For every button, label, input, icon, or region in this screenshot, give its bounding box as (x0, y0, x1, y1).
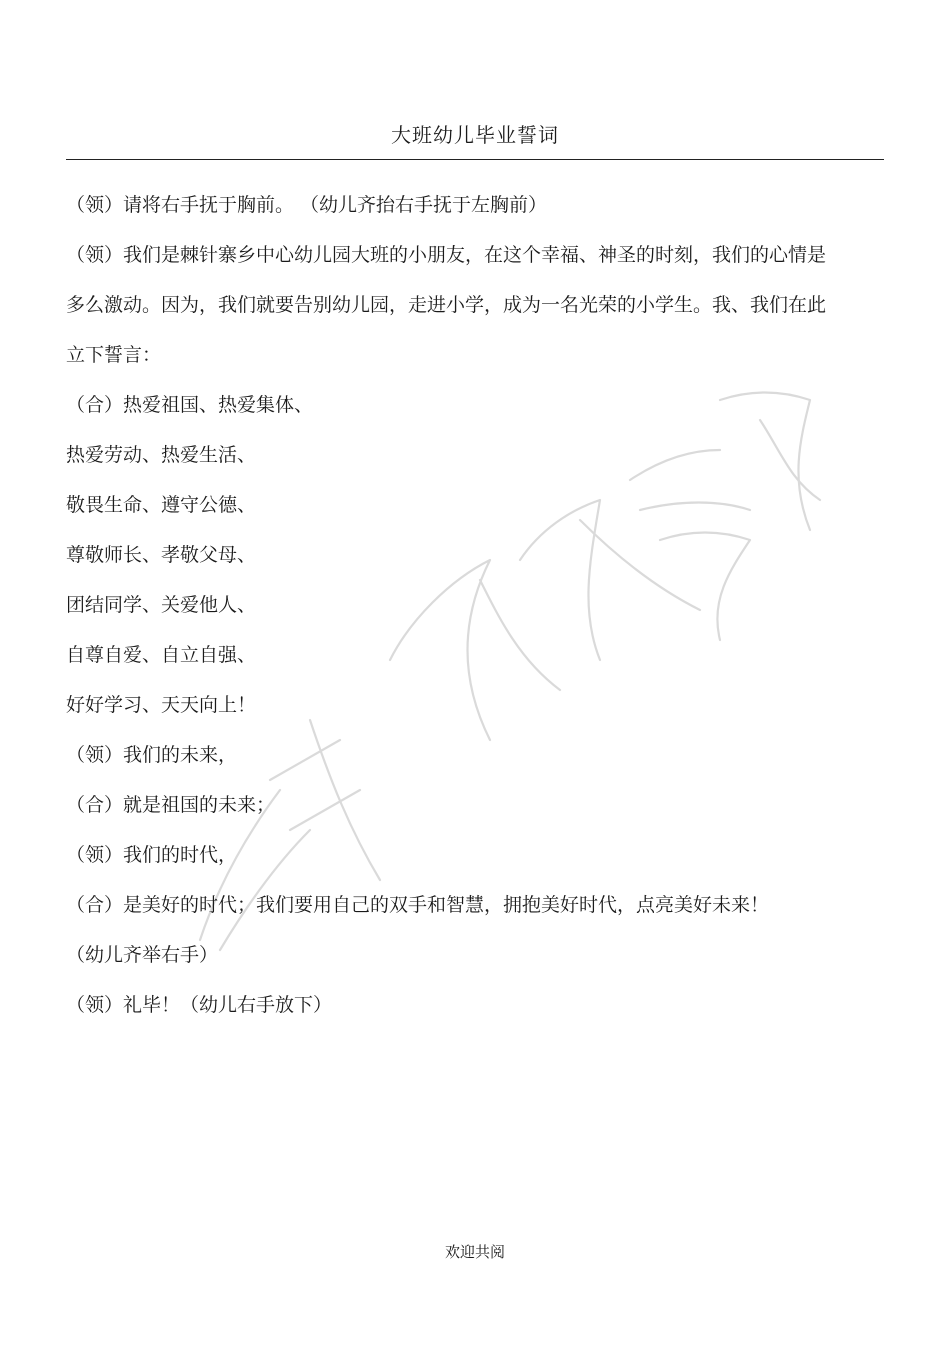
paragraph: 热爱劳动、热爱生活、 (66, 444, 257, 466)
paragraph: （合）热爱祖国、热爱集体、 (66, 394, 314, 416)
title-divider (66, 159, 884, 160)
paragraph: 好好学习、天天向上！ (66, 694, 257, 716)
paragraph: （领）请将右手抚于胸前。 （幼儿齐抬右手抚于左胸前） (66, 194, 548, 216)
paragraph: （领）我们是棘针寨乡中心幼儿园大班的小朋友，在这个幸福、神圣的时刻，我们的心情是多么激动。因为，我们就要告别幼儿园，走进小学，成为一名光荣的小学生。我、我们在此立下誓言： (66, 244, 827, 366)
paragraph: （合）就是祖国的未来； (66, 794, 276, 816)
paragraph: （领）我们的未来， (66, 744, 238, 766)
paragraph: 尊敬师长、孝敬父母、 (66, 544, 257, 566)
page-title: 大班幼儿毕业誓词 (391, 123, 559, 147)
paragraph: （领）礼毕！（幼儿右手放下） (66, 994, 333, 1016)
paragraph: 敬畏生命、遵守公德、 (66, 494, 257, 516)
page-footer: 欢迎共阅 (444, 1243, 505, 1261)
paragraph: 团结同学、关爱他人、 (66, 594, 257, 616)
paragraph: （幼儿齐举右手） (66, 944, 219, 966)
paragraph: （合）是美好的时代；我们要用自己的双手和智慧，拥抱美好时代，点亮美好未来！ (66, 894, 770, 916)
paragraph: （领）我们的时代， (66, 844, 238, 866)
paragraph: 自尊自爱、自立自强、 (66, 644, 257, 666)
document-body (66, 180, 846, 1030)
